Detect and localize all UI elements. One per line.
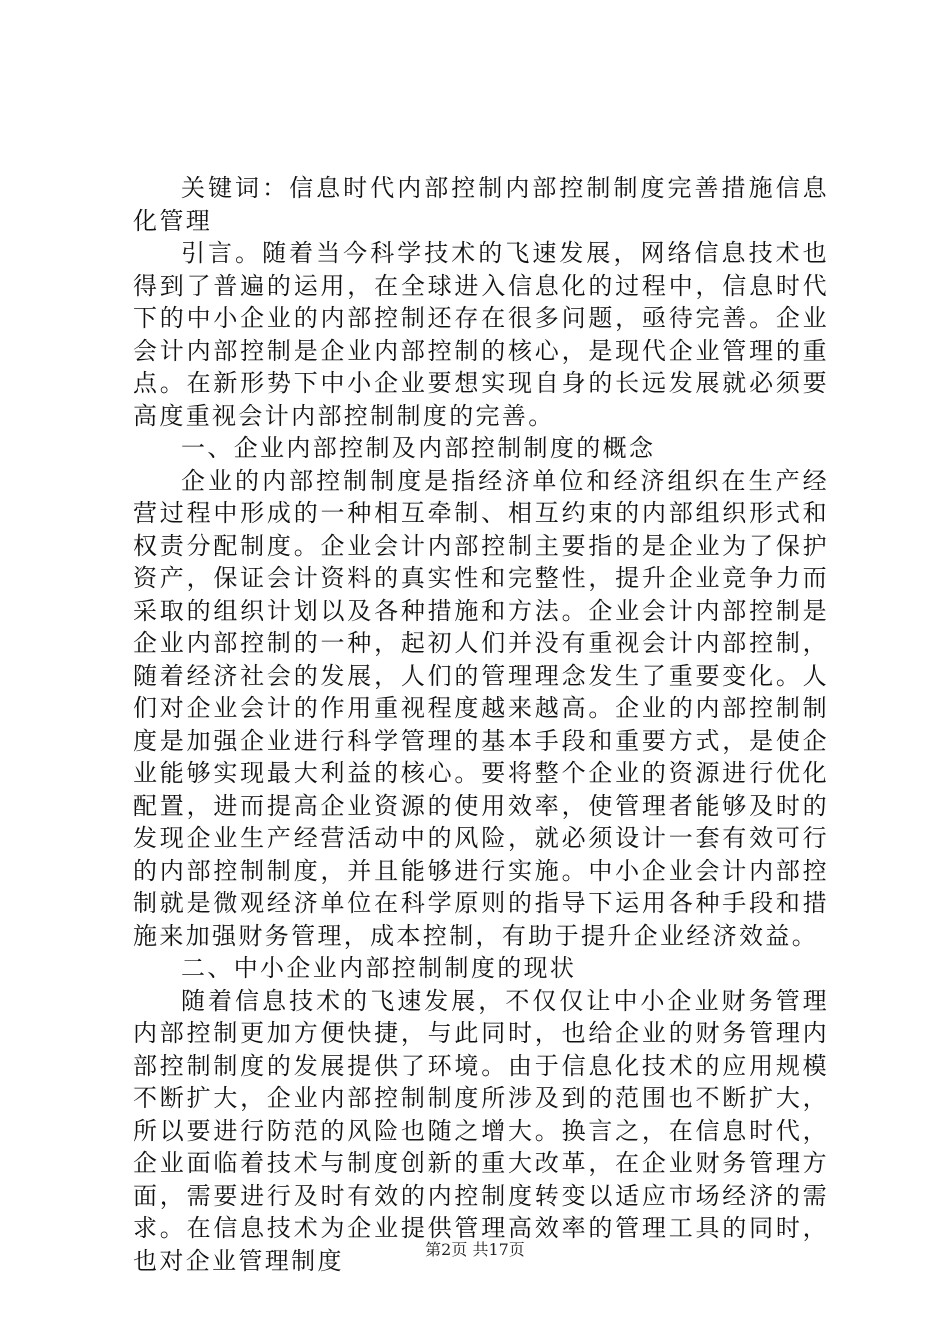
keywords-paragraph: 关键词：信息时代内部控制内部控制制度完善措施信息化管理	[133, 174, 829, 235]
section-1-paragraph: 企业的内部控制制度是指经济单位和经济组织在生产经营过程中形成的一种相互牵制、相互约束的内部组织形式和权责分配制度。企业会计内部控制主要指的是企业为了保护资产，保证会计资料的真实性和完整性，提升企业竞争力而采取的组织计划以及各种措施和方法。企业会计内部控制是企业内部控制的一种，起初人们并没有重视会计内部控制，随着经济社会的发展，人们的管理理念发生了重要变化。人们对企业会计的作用重视程度越来越高。企业的内部控制制度是加强企业进行科学管理的基本手段和重要方式，是使企业能够实现最大利益的核心。要将整个企业的资源进行优化配置，进而提高企业资源的使用效率，使管理者能够及时的发现企业生产经营活动中的风险，就必须设计一套有效可行的内部控制制度，并且能够进行实施。中小企业会计内部控制就是微观经济单位在科学原则的指导下运用各种手段和措施来加强财务管理，成本控制，有助于提升企业经济效益。	[133, 466, 829, 950]
page-number-footer: 第2页 共17页	[425, 1240, 525, 1259]
section-2-paragraph: 随着信息技术的飞速发展，不仅仅让中小企业财务管理内部控制更加方便快捷，与此同时，也给企业的财务管理内部控制制度的发展提供了环境。由于信息化技术的应用规模不断扩大，企业内部控制制度所涉及到的范围也不断扩大，所以要进行防范的风险也随之增大。换言之，在信息时代，企业面临着技术与制度创新的重大改革，在企业财务管理方面，需要进行及时有效的内控制度转变以适应市场经济的需求。在信息技术为企业提供管理高效率的管理工具的同时，也对企业管理制度	[133, 986, 829, 1275]
section-heading-1: 一、企业内部控制及内部控制制度的概念	[181, 434, 656, 462]
introduction-paragraph: 引言。随着当今科学技术的飞速发展，网络信息技术也得到了普遍的运用，在全球进入信息化的过程中，信息时代下的中小企业的内部控制还存在很多问题，亟待完善。企业会计内部控制是企业内部控制的核心，是现代企业管理的重点。在新形势下中小企业要想实现自身的长远发展就必须要高度重视会计内部控制制度的完善。	[133, 239, 829, 430]
section-heading-2: 二、中小企业内部控制制度的现状	[181, 954, 577, 982]
document-body	[133, 172, 829, 1277]
